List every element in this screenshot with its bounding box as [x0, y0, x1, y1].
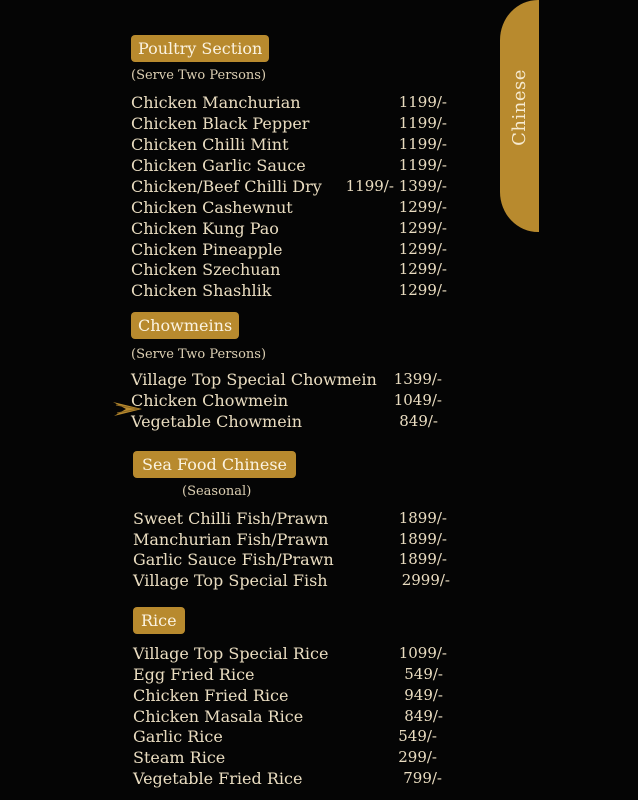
section-title-seafood: Sea Food Chinese	[133, 451, 296, 478]
menu-item: Steam Rice	[133, 748, 226, 767]
menu-item: Village Top Special Rice	[133, 644, 329, 663]
menu-item-price: 1049/-	[393, 391, 442, 409]
section-note-poultry: (Serve Two Persons)	[131, 68, 267, 83]
menu-item-price: 1299/-	[398, 219, 447, 237]
menu-item-price: 799/-	[403, 769, 442, 787]
menu-item: Chicken Chowmein	[131, 391, 289, 410]
menu-item-price: 849/-	[399, 412, 438, 430]
menu-item-price: 1899/-	[398, 530, 447, 548]
menu-item-price: 549/-	[398, 727, 437, 745]
menu-item-price: 1299/-	[398, 198, 447, 216]
menu-item-price: 2999/-	[401, 571, 450, 589]
menu-item: Garlic Rice	[133, 727, 223, 746]
menu-item-price: 549/-	[404, 665, 443, 683]
menu-item: Chicken Kung Pao	[131, 219, 279, 238]
section-title-chowmeins: Chowmeins	[131, 312, 239, 339]
side-tab-label-wrap	[500, 62, 539, 152]
section-title-poultry: Poultry Section	[131, 35, 269, 62]
menu-item: Chicken Garlic Sauce	[131, 156, 306, 175]
menu-item: Egg Fried Rice	[133, 665, 255, 684]
menu-item-price: 1899/-	[398, 550, 447, 568]
menu-item-price: 1199/- 1399/-	[345, 177, 447, 195]
section-note-chowmeins: (Serve Two Persons)	[131, 347, 267, 362]
menu-item-price: 1399/-	[393, 370, 442, 388]
menu-item: Vegetable Chowmein	[131, 412, 303, 431]
section-note-seafood: (Seasonal)	[182, 484, 252, 499]
menu-item: Chicken Masala Rice	[133, 707, 304, 726]
menu-item: Chicken Shashlik	[131, 281, 272, 300]
menu-item: Sweet Chilli Fish/Prawn	[133, 509, 329, 528]
menu-item-price: 1199/-	[398, 135, 447, 153]
menu-item-price: 1899/-	[398, 509, 447, 527]
menu-item: Garlic Sauce Fish/Prawn	[133, 550, 334, 569]
menu-item-price: 1199/-	[398, 114, 447, 132]
menu-item: Chicken Fried Rice	[133, 686, 289, 705]
menu-item: Chicken Manchurian	[131, 93, 301, 112]
menu-item-price: 299/-	[398, 748, 437, 766]
menu-item-price: 1299/-	[398, 281, 447, 299]
menu-item-price: 1099/-	[398, 644, 447, 662]
menu-item-price: 1199/-	[398, 156, 447, 174]
menu-item: Chicken Szechuan	[131, 260, 281, 279]
menu-item: Chicken Pineapple	[131, 240, 283, 259]
menu-item-price: 1199/-	[398, 93, 447, 111]
menu-item: Chicken Cashewnut	[131, 198, 293, 217]
menu-item-price: 849/-	[404, 707, 443, 725]
section-title-rice: Rice	[133, 607, 185, 634]
menu-item: Chicken Black Pepper	[131, 114, 310, 133]
menu-item: Chicken Chilli Mint	[131, 135, 289, 154]
menu-item: Village Top Special Fish	[133, 571, 328, 590]
side-tab-label: Chinese	[509, 68, 531, 146]
menu-item: Village Top Special Chowmein	[131, 370, 377, 389]
menu-item: Chicken/Beef Chilli Dry	[131, 177, 322, 196]
menu-item: Manchurian Fish/Prawn	[133, 530, 329, 549]
menu-item-price: 1299/-	[398, 240, 447, 258]
menu-item-price: 1299/-	[398, 260, 447, 278]
menu-item: Vegetable Fried Rice	[133, 769, 303, 788]
menu-item-price: 949/-	[404, 686, 443, 704]
